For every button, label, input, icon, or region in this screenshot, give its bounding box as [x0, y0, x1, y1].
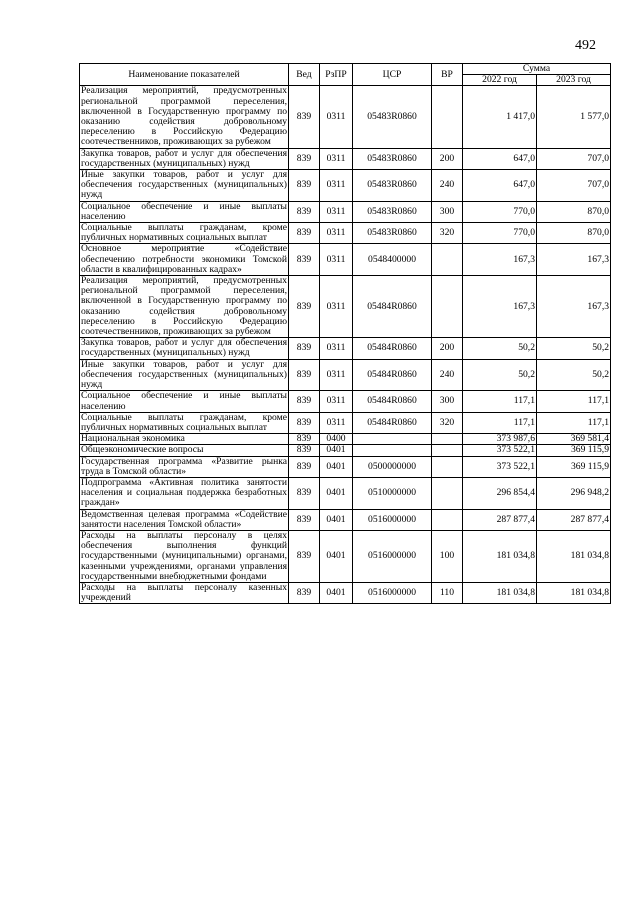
cell-2023: 50,2 — [537, 338, 611, 359]
table-row — [80, 582, 611, 603]
cell-2023: 167,3 — [537, 244, 611, 276]
cell-vr: 200 — [432, 338, 463, 359]
cell-vr: 240 — [432, 170, 463, 202]
cell-vr — [432, 456, 463, 477]
cell-name: Национальная экономика — [80, 434, 289, 445]
table-row — [80, 338, 611, 359]
cell-ved: 839 — [289, 477, 320, 509]
cell-name: Государственная программа «Развитие рынка труда в Томской области» — [81, 455, 287, 477]
header-vr: ВР — [432, 64, 463, 86]
cell-csr: 0516000000 — [353, 582, 432, 603]
table-row — [80, 391, 611, 412]
cell-ved: 839 — [289, 86, 320, 148]
cell-csr: 0510000000 — [353, 477, 432, 509]
cell-2022: 770,0 — [463, 201, 537, 222]
cell-name: Расходы на выплаты персоналу казенных учреждений — [81, 581, 287, 604]
cell-name: Иные закупки товаров, работ и услуг для обеспечения государственных (муниципальных) нужд — [81, 169, 287, 201]
cell-2022: 1 417,0 — [463, 86, 537, 148]
cell-name: Иные закупки товаров, работ и услуг для обеспечения государственных (муниципальных) нужд — [81, 358, 287, 391]
cell-csr: 05484R0860 — [353, 338, 432, 359]
cell-2022: 117,1 — [463, 412, 537, 433]
header-csr: ЦСР — [353, 64, 432, 86]
cell-csr: 05483R0860 — [353, 148, 432, 169]
cell-2023: 181 034,8 — [537, 530, 611, 582]
cell-ved: 839 — [289, 244, 320, 276]
cell-name: Общеэкономические вопросы — [80, 445, 289, 456]
cell-vr: 200 — [432, 148, 463, 169]
cell-rzpr: 0401 — [320, 477, 353, 509]
cell-2022: 373 522,1 — [463, 445, 537, 456]
table-row — [80, 86, 611, 148]
table-row — [80, 276, 611, 338]
cell-vr: 300 — [432, 201, 463, 222]
cell-name: Социальное обеспечение и иные выплаты населению — [81, 390, 287, 412]
cell-vr — [432, 86, 463, 148]
cell-vr — [432, 509, 463, 530]
table-row — [80, 148, 611, 169]
cell-rzpr: 0401 — [320, 582, 353, 603]
cell-rzpr: 0311 — [320, 276, 353, 338]
cell-ved: 839 — [289, 530, 320, 582]
cell-2023: 870,0 — [537, 201, 611, 222]
cell-2022: 373 522,1 — [463, 456, 537, 477]
cell-vr: 110 — [432, 582, 463, 603]
cell-rzpr: 0401 — [320, 530, 353, 582]
header-sum: Сумма — [463, 64, 611, 75]
cell-2023: 167,3 — [537, 276, 611, 338]
cell-name: Реализация мероприятий, предусмотренных региональной программой переселения, включенной в Государственную программу по оказанию содействия добровольному переселению в Российскую Федерацию соотечественников, проживающих за рубежом — [81, 275, 287, 338]
cell-ved: 839 — [289, 170, 320, 202]
header-ved: Вед — [289, 64, 320, 86]
cell-vr: 100 — [432, 530, 463, 582]
cell-ved: 839 — [289, 223, 320, 244]
cell-rzpr: 0311 — [320, 223, 353, 244]
cell-csr: 05483R0860 — [353, 170, 432, 202]
cell-ved: 839 — [289, 582, 320, 603]
cell-vr — [432, 445, 463, 456]
cell-ved: 839 — [289, 509, 320, 530]
cell-rzpr: 0311 — [320, 244, 353, 276]
cell-2023: 117,1 — [537, 412, 611, 433]
cell-rzpr: 0311 — [320, 86, 353, 148]
cell-vr: 320 — [432, 412, 463, 433]
cell-2022: 167,3 — [463, 244, 537, 276]
cell-2022: 647,0 — [463, 170, 537, 202]
header-rzpr: РзПР — [320, 64, 353, 86]
cell-2023: 707,0 — [537, 170, 611, 202]
cell-2022: 287 877,4 — [463, 509, 537, 530]
cell-ved: 839 — [289, 434, 320, 445]
cell-rzpr: 0401 — [320, 509, 353, 530]
cell-2022: 647,0 — [463, 148, 537, 169]
cell-csr: 05484R0860 — [353, 359, 432, 391]
cell-rzpr: 0311 — [320, 359, 353, 391]
cell-2023: 369 115,9 — [537, 456, 611, 477]
cell-2023: 181 034,8 — [537, 582, 611, 603]
cell-rzpr: 0311 — [320, 170, 353, 202]
cell-2022: 117,1 — [463, 391, 537, 412]
cell-rzpr: 0401 — [320, 456, 353, 477]
cell-2023: 369 581,4 — [537, 434, 611, 445]
cell-csr — [353, 434, 432, 445]
cell-rzpr: 0401 — [320, 445, 353, 456]
cell-rzpr: 0311 — [320, 412, 353, 433]
cell-rzpr: 0311 — [320, 148, 353, 169]
cell-2022: 50,2 — [463, 338, 537, 359]
cell-name: Подпрограмма «Активная политика занятости населения и социальная поддержка безработных граждан» — [81, 476, 287, 509]
header-name: Наименование показателей — [80, 64, 289, 86]
header-year-2022: 2022 год — [463, 75, 537, 86]
cell-name: Социальное обеспечение и иные выплаты населению — [81, 200, 287, 222]
cell-ved: 839 — [289, 391, 320, 412]
page-number: 492 — [575, 38, 596, 53]
cell-vr — [432, 244, 463, 276]
cell-ved: 839 — [289, 276, 320, 338]
cell-name: Закупка товаров, работ и услуг для обеспечения государственных (муниципальных) нужд — [81, 337, 287, 359]
cell-csr — [353, 445, 432, 456]
budget-table — [79, 63, 611, 604]
cell-2023: 287 877,4 — [537, 509, 611, 530]
cell-name: Ведомственная целевая программа «Содействие занятости населения Томской области» — [81, 508, 287, 530]
cell-rzpr: 0400 — [320, 434, 353, 445]
cell-csr: 0516000000 — [353, 530, 432, 582]
cell-2022: 770,0 — [463, 223, 537, 244]
cell-vr: 320 — [432, 223, 463, 244]
table-row — [80, 412, 611, 433]
cell-2023: 870,0 — [537, 223, 611, 244]
cell-csr: 05484R0860 — [353, 412, 432, 433]
table-row — [80, 201, 611, 222]
cell-name: Социальные выплаты гражданам, кроме публичных нормативных социальных выплат — [81, 411, 287, 433]
table-row — [80, 223, 611, 244]
cell-csr: 0516000000 — [353, 509, 432, 530]
cell-name: Закупка товаров, работ и услуг для обеспечения государственных (муниципальных) нужд — [81, 147, 287, 169]
cell-ved: 839 — [289, 456, 320, 477]
table-row — [80, 434, 611, 445]
cell-csr: 05484R0860 — [353, 276, 432, 338]
cell-ved: 839 — [289, 148, 320, 169]
cell-csr: 05483R0860 — [353, 86, 432, 148]
cell-csr: 05483R0860 — [353, 223, 432, 244]
cell-2023: 296 948,2 — [537, 477, 611, 509]
cell-csr: 0500000000 — [353, 456, 432, 477]
cell-2022: 181 034,8 — [463, 582, 537, 603]
cell-csr: 05483R0860 — [353, 201, 432, 222]
cell-2022: 181 034,8 — [463, 530, 537, 582]
cell-name: Основное мероприятие «Содействие обеспечению потребности экономики Томской области в квалифицированных кадрах» — [81, 243, 287, 275]
cell-name: Реализация мероприятий, предусмотренных региональной программой переселения, включенной в Государственную программу по оказанию содействия добровольному переселению в Российскую Федерацию соотечественников, проживающих за рубежом — [81, 85, 287, 148]
cell-2023: 117,1 — [537, 391, 611, 412]
cell-vr — [432, 477, 463, 509]
header-year-2023: 2023 год — [537, 75, 611, 86]
table-row — [80, 530, 611, 582]
table-row — [80, 509, 611, 530]
table-row — [80, 359, 611, 391]
cell-vr — [432, 276, 463, 338]
cell-vr — [432, 434, 463, 445]
cell-rzpr: 0311 — [320, 201, 353, 222]
cell-2023: 1 577,0 — [537, 86, 611, 148]
cell-name: Расходы на выплаты персоналу в целях обеспечения выполнения функций государственными (муниципальными) органами, казенными учреждениями, органами управления государственными внебюджетными фондами — [81, 529, 287, 582]
table-row — [80, 445, 611, 456]
cell-ved: 839 — [289, 412, 320, 433]
cell-2022: 167,3 — [463, 276, 537, 338]
cell-2022: 373 987,6 — [463, 434, 537, 445]
cell-name: Социальные выплаты гражданам, кроме публичных нормативных социальных выплат — [81, 222, 287, 244]
cell-rzpr: 0311 — [320, 338, 353, 359]
cell-2023: 369 115,9 — [537, 445, 611, 456]
cell-vr: 300 — [432, 391, 463, 412]
cell-csr: 0548400000 — [353, 244, 432, 276]
cell-2023: 50,2 — [537, 359, 611, 391]
table-row — [80, 456, 611, 477]
cell-rzpr: 0311 — [320, 391, 353, 412]
cell-ved: 839 — [289, 201, 320, 222]
cell-ved: 839 — [289, 359, 320, 391]
cell-2022: 50,2 — [463, 359, 537, 391]
cell-csr: 05484R0860 — [353, 391, 432, 412]
cell-vr: 240 — [432, 359, 463, 391]
table-row — [80, 244, 611, 276]
table-row — [80, 477, 611, 509]
cell-2022: 296 854,4 — [463, 477, 537, 509]
cell-2023: 707,0 — [537, 148, 611, 169]
cell-ved: 839 — [289, 338, 320, 359]
table-row — [80, 170, 611, 202]
cell-ved: 839 — [289, 445, 320, 456]
